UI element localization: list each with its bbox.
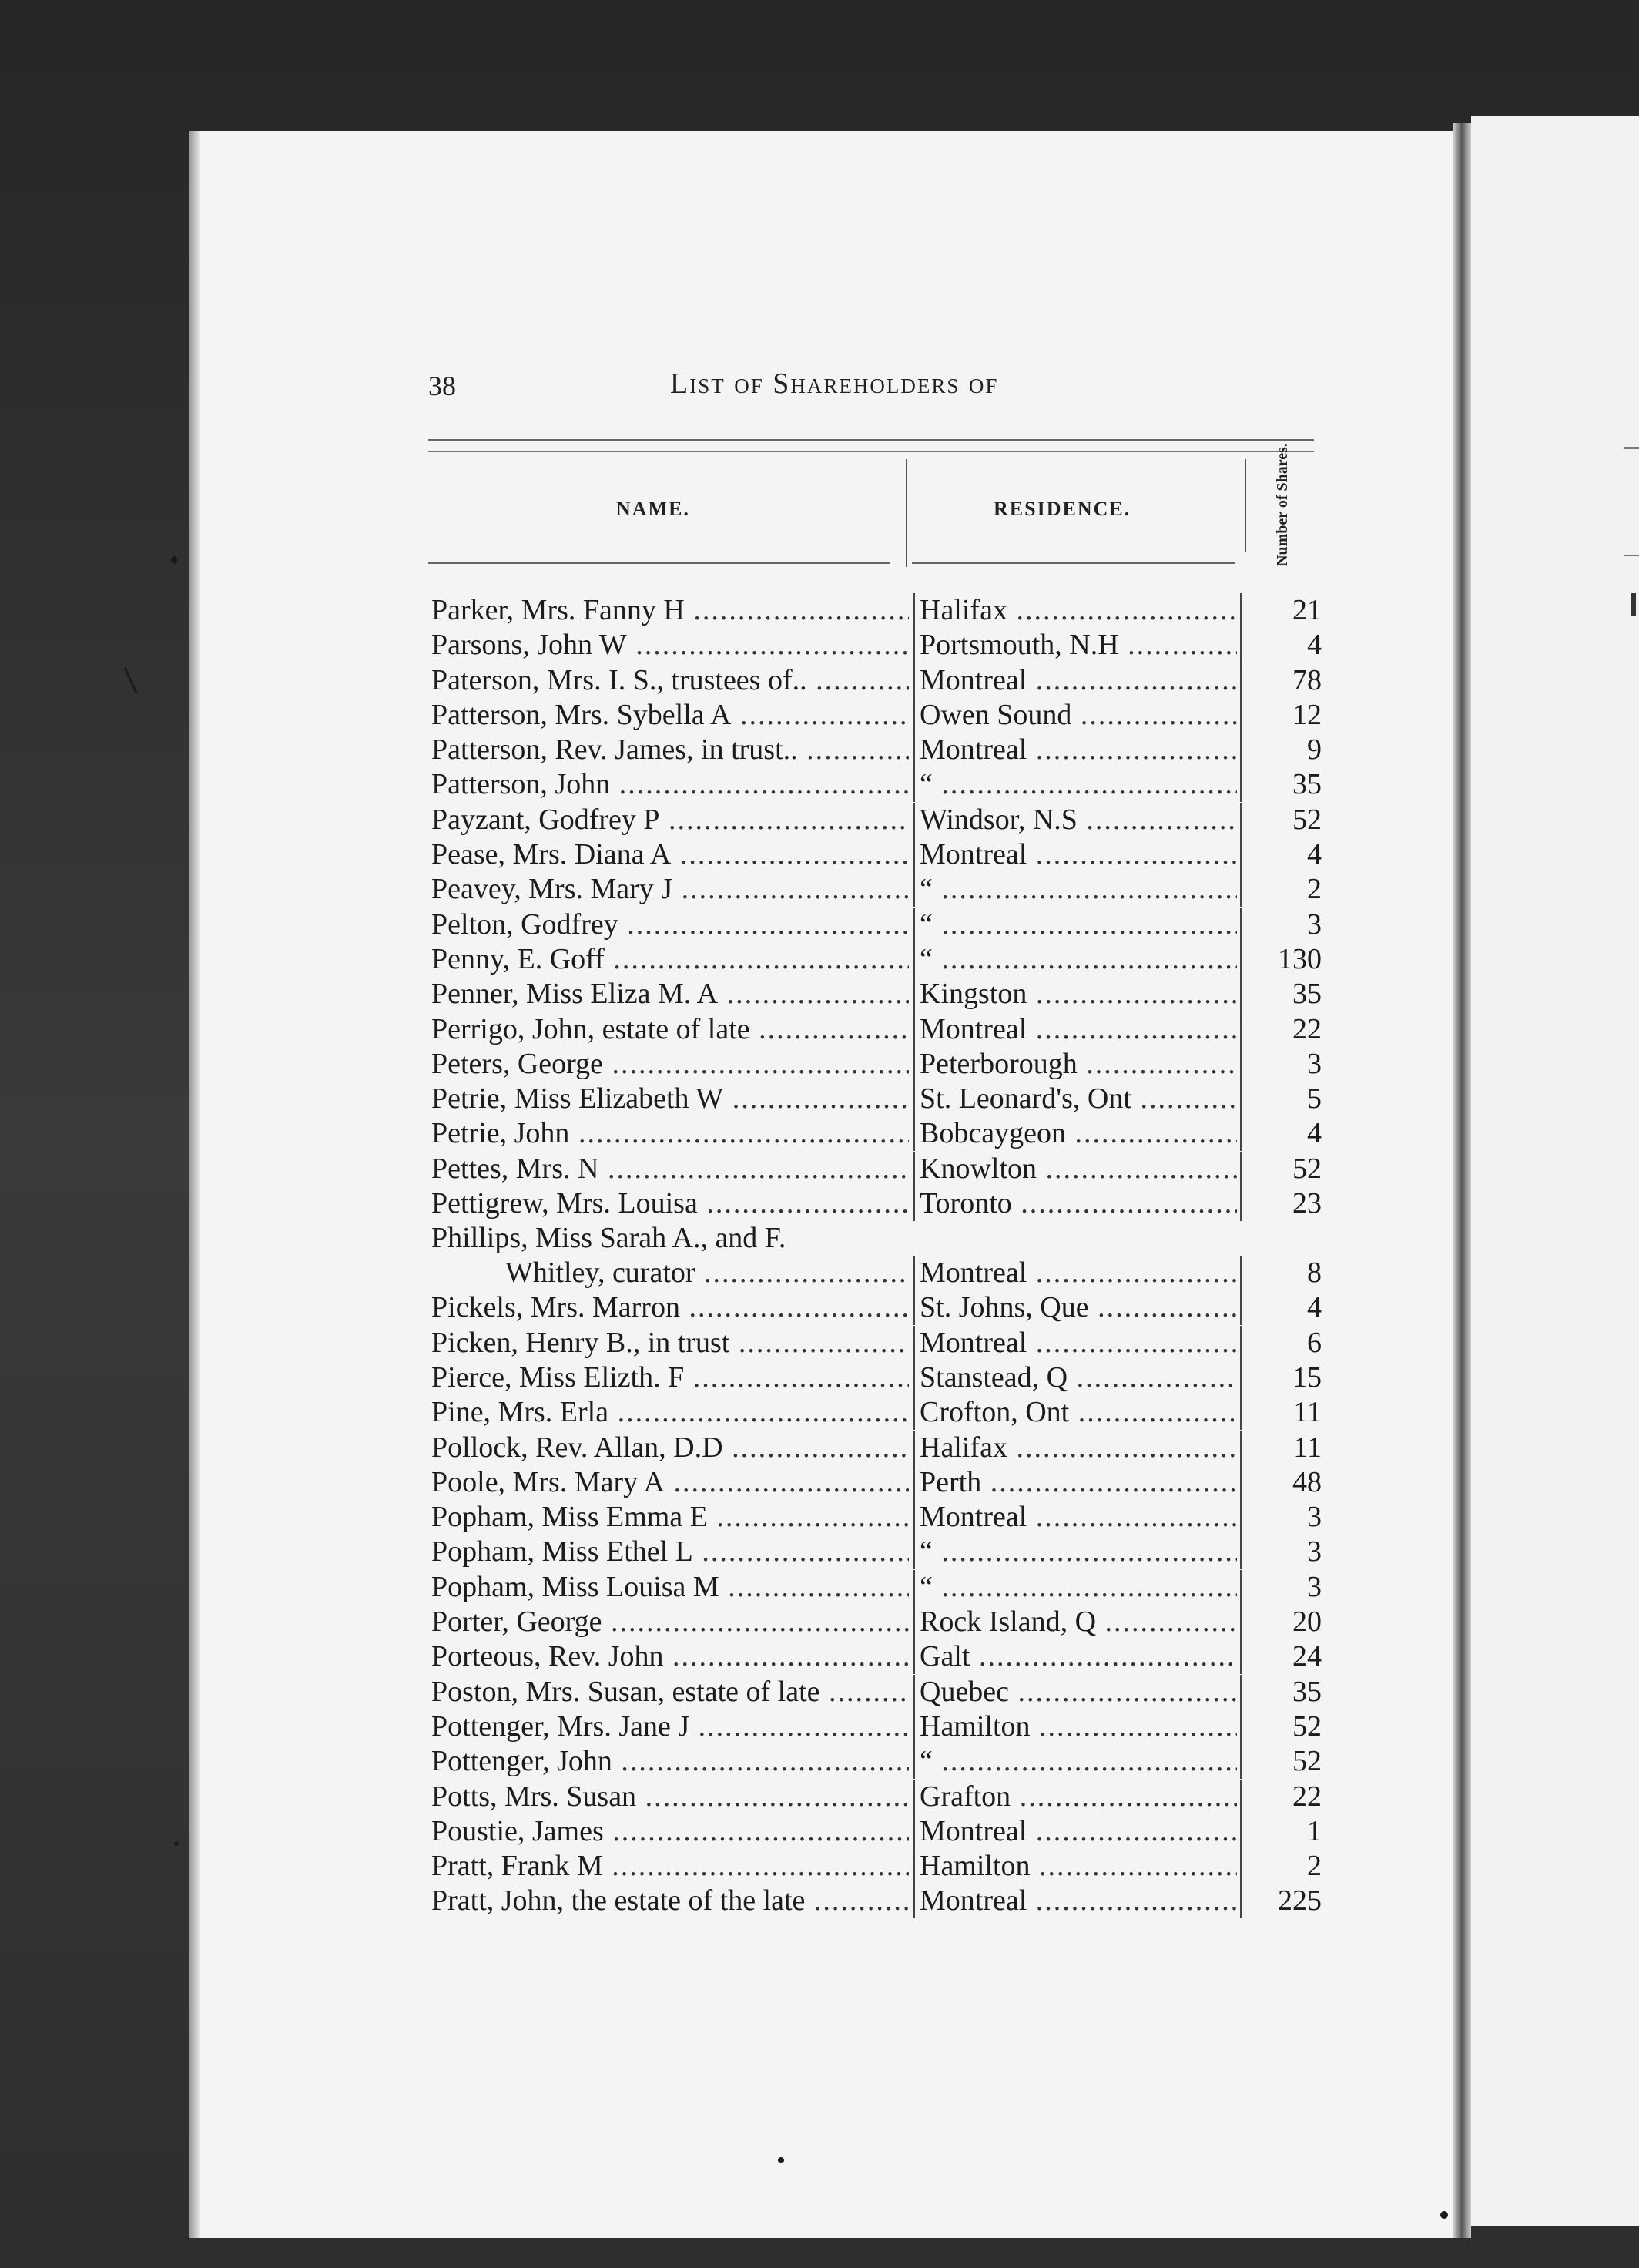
shareholder-name (431, 628, 909, 663)
shareholder-name-text: Porter, George ..... (431, 1605, 909, 1638)
shareholder-name-text: Patterson, John ..... (431, 768, 909, 800)
residence-cell (913, 1082, 1237, 1116)
residence-text: Montreal ..... (920, 1884, 1237, 1917)
shares-count: 4 (1240, 837, 1325, 872)
residence-text: Portsmouth, N.H ..... (920, 629, 1237, 661)
table-row (431, 1570, 1332, 1605)
column-header-residence: RESIDENCE. (994, 498, 1131, 520)
residence-cell (913, 1116, 1237, 1151)
residence-cell (913, 1814, 1237, 1849)
scan-speck (171, 556, 177, 564)
residence-text: Windsor, N.S ..... (920, 804, 1237, 836)
residence-cell (913, 698, 1237, 733)
shareholder-name (431, 1012, 909, 1047)
shareholder-name-text: Paterson, Mrs. I. S., trustees of.. ..... (431, 664, 909, 696)
shareholder-name-text: Parker, Mrs. Fanny H ..... (431, 594, 909, 626)
shareholder-name (431, 837, 909, 872)
residence-text: Stanstead, Q ..... (920, 1361, 1237, 1394)
residence-cell (913, 942, 1237, 977)
table-row (431, 1744, 1332, 1779)
residence-text: “ ..... (920, 908, 1237, 941)
column-divider (906, 459, 907, 567)
table-row (431, 1012, 1332, 1047)
shareholder-name-text: Pelton, Godfrey ..... (431, 908, 909, 941)
shareholder-name (431, 1780, 909, 1814)
shares-count: 3 (1240, 908, 1325, 942)
residence-cell (913, 1465, 1237, 1500)
residence-cell (913, 1639, 1237, 1674)
residence-cell (913, 1012, 1237, 1047)
residence-cell (913, 1570, 1237, 1605)
book-spine (1453, 123, 1471, 2238)
residence-text: Montreal ..... (920, 664, 1237, 696)
shareholder-name-text: Pettes, Mrs. N ..... (431, 1152, 909, 1185)
shareholder-name (431, 1221, 909, 1290)
shareholder-name-text: Pratt, Frank M ..... (431, 1850, 909, 1882)
table-row (431, 1814, 1332, 1849)
residence-cell (913, 803, 1237, 837)
table-row (431, 803, 1332, 837)
shareholder-name (431, 803, 909, 837)
shareholder-name (431, 1186, 909, 1221)
shares-count: 4 (1240, 628, 1325, 663)
residence-cell (913, 1849, 1237, 1884)
shares-count: 3 (1240, 1047, 1325, 1082)
table-row (431, 663, 1332, 698)
residence-cell (913, 872, 1237, 907)
shareholder-name-text: Pine, Mrs. Erla ..... (431, 1396, 909, 1428)
table-row (431, 698, 1332, 733)
residence-cell (913, 1605, 1237, 1639)
shareholder-name (431, 733, 909, 767)
page-edge-shadow (189, 131, 200, 2238)
residence-cell (913, 767, 1237, 802)
shareholder-name-text: Poole, Mrs. Mary A ..... (431, 1466, 909, 1498)
shares-count: 35 (1240, 1675, 1325, 1709)
table-row (431, 593, 1332, 628)
shareholder-name-text: Perrigo, John, estate of late ..... (431, 1013, 909, 1045)
adjacent-page (1471, 116, 1639, 2226)
residence-cell (913, 663, 1237, 698)
shareholder-name (431, 1047, 909, 1082)
residence-cell (913, 837, 1237, 872)
table-row (431, 1639, 1332, 1674)
shareholder-name (431, 942, 909, 977)
table-row (431, 872, 1332, 907)
residence-text: Halifax ..... (920, 594, 1237, 626)
residence-text: “ ..... (920, 873, 1237, 905)
table-row (431, 908, 1332, 942)
residence-cell (913, 1395, 1237, 1430)
shareholder-name (431, 1431, 909, 1465)
shares-count: 5 (1240, 1082, 1325, 1116)
shareholder-name (431, 1744, 909, 1779)
shareholder-name-text: Peters, George ..... (431, 1048, 909, 1080)
residence-cell (913, 1500, 1237, 1535)
shares-count: 21 (1240, 593, 1325, 628)
column-header-shares-label: Number of Shares. (1274, 443, 1292, 566)
table-row (431, 1500, 1332, 1535)
shareholder-name (431, 1290, 909, 1325)
residence-cell (913, 1326, 1237, 1360)
table-row (431, 1360, 1332, 1395)
shareholder-name-text: Pottenger, Mrs. Jane J ..... (431, 1710, 909, 1743)
shareholder-name-text: Parsons, John W ..... (431, 629, 909, 661)
adjacent-page-mark (1631, 593, 1636, 616)
shareholder-name (431, 1395, 909, 1430)
shareholder-name (431, 1116, 909, 1151)
table-row (431, 1431, 1332, 1465)
shares-count: 2 (1240, 872, 1325, 907)
residence-cell (913, 628, 1237, 663)
scan-speck (778, 2157, 784, 2163)
shareholder-name-text: Poustie, James ..... (431, 1815, 909, 1847)
column-header-name: NAME. (616, 498, 690, 520)
shares-count: 225 (1240, 1884, 1325, 1918)
residence-text: Hamilton ..... (920, 1850, 1237, 1882)
shareholder-name (431, 767, 909, 802)
residence-text: Montreal ..... (920, 1327, 1237, 1359)
shares-count: 2 (1240, 1849, 1325, 1884)
shareholder-name-text: Popham, Miss Emma E ..... (431, 1501, 909, 1533)
table-row (431, 1326, 1332, 1360)
shareholder-name-text: Payzant, Godfrey P ..... (431, 804, 909, 836)
shareholder-name-text: Popham, Miss Louisa M ..... (431, 1571, 909, 1603)
residence-text: Montreal ..... (920, 1501, 1237, 1533)
residence-text: Montreal ..... (920, 733, 1237, 766)
residence-text: Bobcaygeon ..... (920, 1117, 1237, 1149)
shares-count: 15 (1240, 1360, 1325, 1395)
shares-count: 35 (1240, 977, 1325, 1012)
residence-text: Owen Sound ..... (920, 699, 1237, 731)
shareholder-name-text: Pickels, Mrs. Marron ..... (431, 1291, 909, 1324)
residence-text: “ ..... (920, 943, 1237, 975)
shares-count: 6 (1240, 1326, 1325, 1360)
shareholder-name (431, 1082, 909, 1116)
shareholder-name (431, 1535, 909, 1569)
residence-text: Peterborough ..... (920, 1048, 1237, 1080)
residence-text: Halifax ..... (920, 1431, 1237, 1464)
residence-cell (913, 1431, 1237, 1465)
shareholder-table (431, 593, 1332, 1919)
residence-cell (913, 1256, 1237, 1290)
shareholder-name (431, 1570, 909, 1605)
residence-cell (913, 1709, 1237, 1744)
shareholder-name-continuation: Whitley, curator ..... (431, 1256, 909, 1290)
table-row (431, 1465, 1332, 1500)
residence-cell (913, 1360, 1237, 1395)
shareholder-name-text: Poston, Mrs. Susan, estate of late ..... (431, 1676, 909, 1708)
shareholder-name (431, 1326, 909, 1360)
residence-cell (913, 977, 1237, 1012)
residence-text: Montreal ..... (920, 1815, 1237, 1847)
residence-text: Grafton ..... (920, 1780, 1237, 1813)
shares-count: 12 (1240, 698, 1325, 733)
table-row (431, 1849, 1332, 1884)
residence-cell (913, 1744, 1237, 1779)
shares-count: 52 (1240, 1152, 1325, 1186)
residence-cell (913, 1152, 1237, 1186)
residence-cell (913, 908, 1237, 942)
shareholder-name-text: Penner, Miss Eliza M. A ..... (431, 978, 909, 1010)
residence-cell (913, 1290, 1237, 1325)
shareholder-name (431, 872, 909, 907)
column-divider (1245, 459, 1246, 552)
shareholder-name-text: Pease, Mrs. Diana A ..... (431, 838, 909, 871)
residence-cell (913, 1186, 1237, 1221)
shares-count: 23 (1240, 1186, 1325, 1221)
adjacent-page-rule (1624, 555, 1639, 556)
header-rule-thin (428, 451, 1314, 452)
shares-count: 8 (1240, 1256, 1325, 1290)
shares-count: 52 (1240, 1744, 1325, 1779)
shareholder-name (431, 1500, 909, 1535)
scan-speck (174, 1841, 179, 1846)
shares-count: 3 (1240, 1535, 1325, 1569)
shareholder-name (431, 1639, 909, 1674)
shares-count: 22 (1240, 1780, 1325, 1814)
shareholder-name-text: Petrie, John ..... (431, 1117, 909, 1149)
shareholder-name (431, 1465, 909, 1500)
residence-text: “ ..... (920, 1535, 1237, 1568)
shareholder-name-text: Pollock, Rev. Allan, D.D ..... (431, 1431, 909, 1464)
shareholder-name (431, 1360, 909, 1395)
residence-text: “ ..... (920, 768, 1237, 800)
scan-speck (1440, 2211, 1448, 2219)
shareholder-name-text: Pottenger, John ..... (431, 1745, 909, 1777)
residence-cell (913, 733, 1237, 767)
table-row (431, 1675, 1332, 1709)
table-row (431, 977, 1332, 1012)
table-row (431, 1290, 1332, 1325)
residence-text: St. Leonard's, Ont ..... (920, 1082, 1237, 1115)
shares-count: 78 (1240, 663, 1325, 698)
shareholder-name (431, 908, 909, 942)
residence-cell (913, 593, 1237, 628)
table-row (431, 767, 1332, 802)
header-rule (428, 439, 1314, 441)
shares-count: 48 (1240, 1465, 1325, 1500)
page-title: List of Shareholders of (670, 367, 999, 400)
table-row (431, 1221, 1332, 1290)
residence-text: Quebec ..... (920, 1676, 1237, 1708)
shareholder-name-text: Pratt, John, the estate of the late ..... (431, 1884, 909, 1917)
table-row (431, 837, 1332, 872)
shareholder-name (431, 1675, 909, 1709)
table-row (431, 733, 1332, 767)
table-row (431, 1082, 1332, 1116)
shares-count: 20 (1240, 1605, 1325, 1639)
residence-text: Rock Island, Q ..... (920, 1605, 1237, 1638)
table-row (431, 628, 1332, 663)
shareholder-name (431, 698, 909, 733)
shareholder-name-text: Petrie, Miss Elizabeth W ..... (431, 1082, 909, 1115)
shareholder-name (431, 1605, 909, 1639)
page-number: 38 (428, 371, 456, 401)
shareholder-name-text: Peavey, Mrs. Mary J ..... (431, 873, 909, 905)
table-row (431, 1047, 1332, 1082)
adjacent-page-rule (1624, 447, 1639, 449)
residence-text: Toronto ..... (920, 1187, 1237, 1220)
residence-text: “ ..... (920, 1571, 1237, 1603)
shareholder-name-text: Penny, E. Goff ..... (431, 943, 909, 975)
shares-count: 24 (1240, 1639, 1325, 1674)
residence-text: Hamilton ..... (920, 1710, 1237, 1743)
shareholder-name (431, 663, 909, 698)
table-row (431, 1884, 1332, 1918)
residence-cell (913, 1535, 1237, 1569)
shares-count: 35 (1240, 767, 1325, 802)
column-header-rule (912, 562, 1235, 564)
residence-text: St. Johns, Que ..... (920, 1291, 1237, 1324)
shares-count: 22 (1240, 1012, 1325, 1047)
residence-text: Crofton, Ont ..... (920, 1396, 1237, 1428)
table-row (431, 1116, 1332, 1151)
shareholder-name (431, 1849, 909, 1884)
table-row (431, 1535, 1332, 1569)
shareholder-name-text: Pierce, Miss Elizth. F ..... (431, 1361, 909, 1394)
table-row (431, 1186, 1332, 1221)
table-row (431, 1780, 1332, 1814)
residence-cell (913, 1884, 1237, 1918)
table-row (431, 1605, 1332, 1639)
residence-cell (913, 1675, 1237, 1709)
shares-count: 52 (1240, 1709, 1325, 1744)
shares-count: 9 (1240, 733, 1325, 767)
shareholder-name (431, 977, 909, 1012)
shareholder-name-text: Patterson, Mrs. Sybella A ..... (431, 699, 909, 731)
shares-count: 1 (1240, 1814, 1325, 1849)
shares-count: 11 (1240, 1395, 1325, 1430)
shares-count: 4 (1240, 1116, 1325, 1151)
table-row (431, 1709, 1332, 1744)
residence-text: Kingston ..... (920, 978, 1237, 1010)
shareholder-name-text: Pettigrew, Mrs. Louisa ..... (431, 1187, 909, 1220)
shares-count: 3 (1240, 1570, 1325, 1605)
shares-count: 4 (1240, 1290, 1325, 1325)
shareholder-name-text: Potts, Mrs. Susan ..... (431, 1780, 909, 1813)
shareholder-name (431, 1709, 909, 1744)
shares-count: 3 (1240, 1500, 1325, 1535)
shares-count: 52 (1240, 803, 1325, 837)
residence-text: Montreal ..... (920, 1013, 1237, 1045)
residence-cell (913, 1047, 1237, 1082)
shareholder-name-text: Popham, Miss Ethel L ..... (431, 1535, 909, 1568)
shares-count: 130 (1240, 942, 1325, 977)
residence-text: Knowlton ..... (920, 1152, 1237, 1185)
shareholder-name (431, 1884, 909, 1918)
shares-count: 11 (1240, 1431, 1325, 1465)
column-header-shares (1248, 443, 1317, 566)
residence-text: Montreal ..... (920, 1256, 1237, 1289)
residence-text: Galt ..... (920, 1640, 1237, 1672)
residence-cell (913, 1780, 1237, 1814)
column-header-rule (428, 562, 890, 564)
residence-text: Perth ..... (920, 1466, 1237, 1498)
shareholder-name-text: Picken, Henry B., in trust ..... (431, 1327, 909, 1359)
residence-text: Montreal ..... (920, 838, 1237, 871)
shareholder-name (431, 1152, 909, 1186)
table-row (431, 1395, 1332, 1430)
table-row (431, 1152, 1332, 1186)
shareholder-name-text: Porteous, Rev. John ..... (431, 1640, 909, 1672)
shareholder-name-line: Phillips, Miss Sarah A., and F. (431, 1222, 786, 1255)
table-row (431, 942, 1332, 977)
shareholder-name (431, 593, 909, 628)
residence-text: “ ..... (920, 1745, 1237, 1777)
shareholder-name-text: Patterson, Rev. James, in trust.. ..... (431, 733, 909, 766)
shareholder-name (431, 1814, 909, 1849)
